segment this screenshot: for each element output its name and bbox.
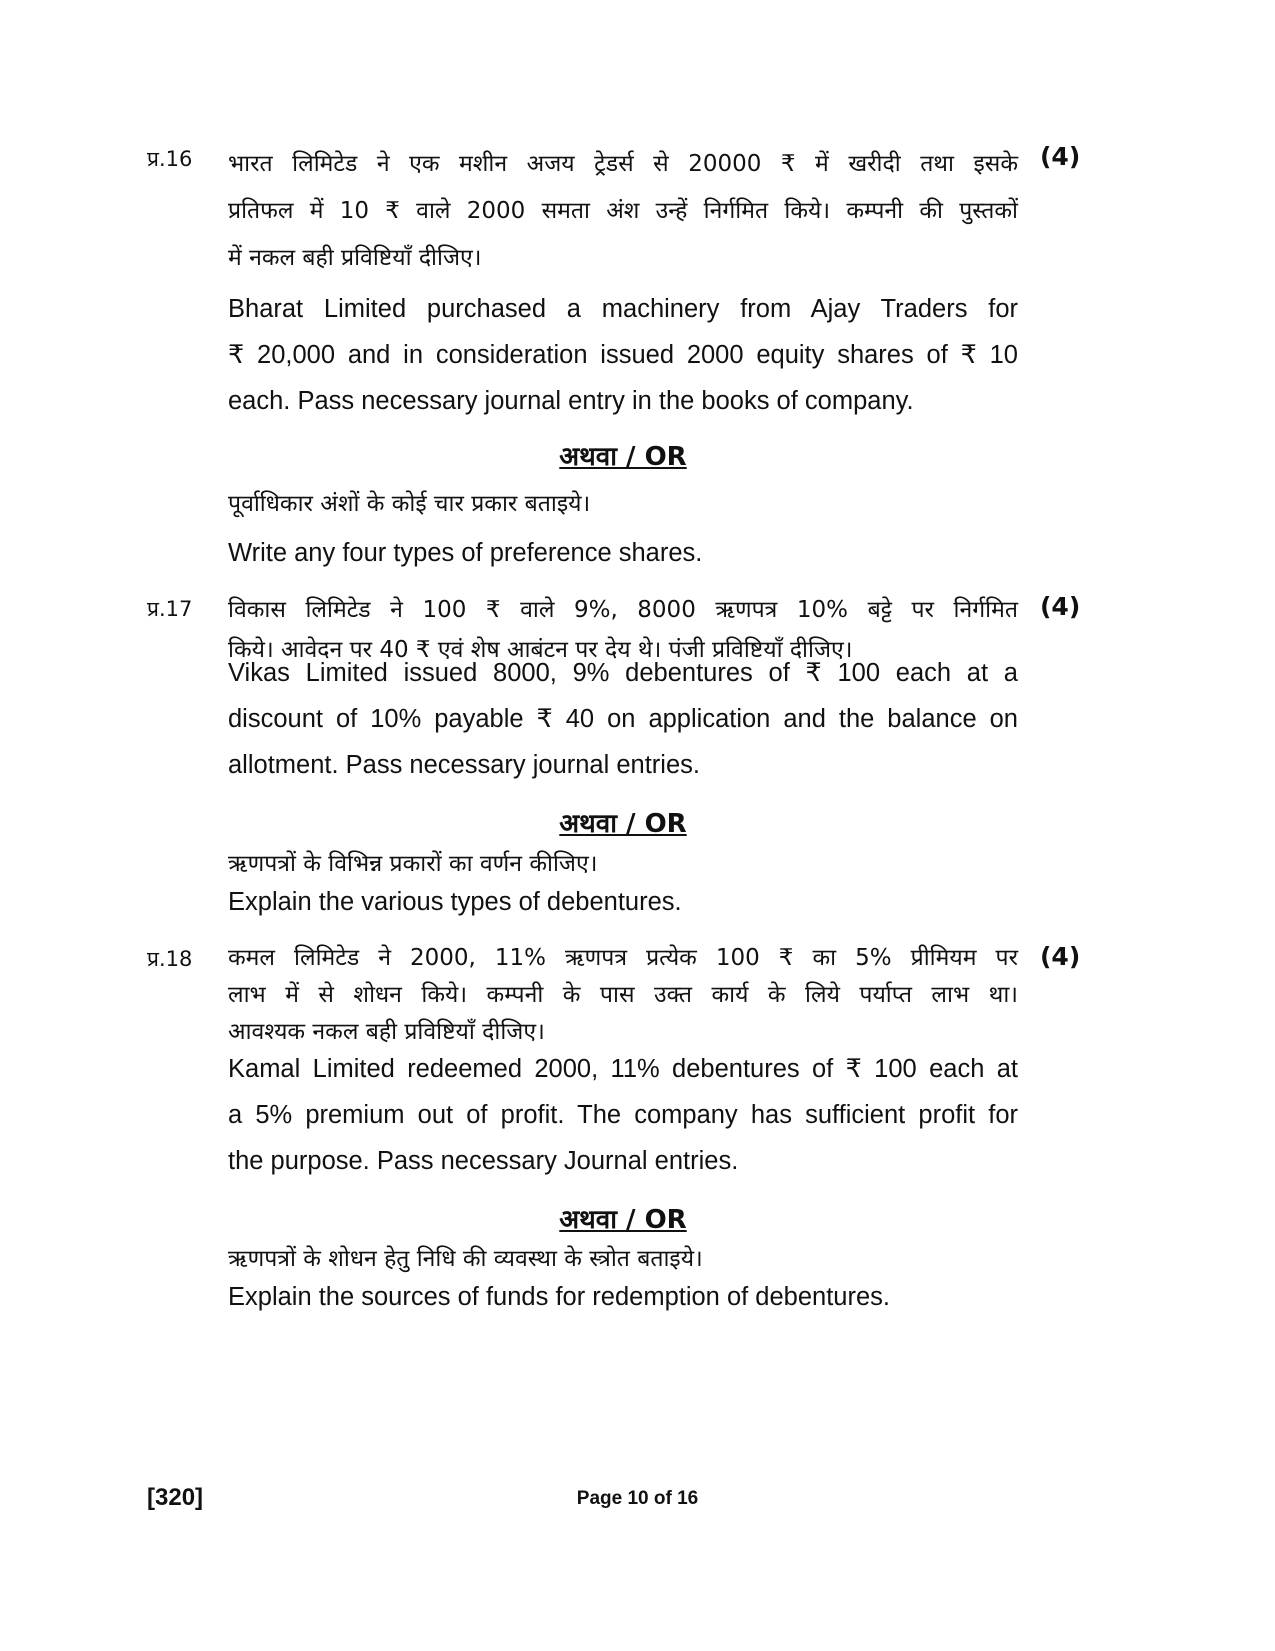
q16-hindi-line-3: में नकल बही प्रविष्टियाँ दीजिए।	[228, 245, 482, 271]
q17-english-line-1: Vikas Limited issued 8000, 9% debentures of ₹ 100 each at a	[228, 659, 1018, 687]
q17-alt-hindi: ऋणपत्रों के विभिन्न प्रकारों का वर्णन कीजिए।	[228, 851, 598, 877]
q17-hindi-line-1: विकास लिमिटेड ने 100 ₹ वाले 9%, 8000 ऋणपत्र 10% बट्टे पर निर्गमित	[228, 597, 1018, 623]
question-number-16: प्र.16	[147, 147, 193, 171]
q16-english-line-1: Bharat Limited purchased a machinery from Ajay Traders for	[228, 295, 1018, 323]
q16-or-heading: अथवा / OR	[559, 442, 687, 472]
q18-english-line-2: a 5% premium out of profit. The company has sufficient profit for	[228, 1101, 1018, 1129]
q16-hindi-line-1: भारत लिमिटेड ने एक मशीन अजय ट्रेडर्स से 20000 ₹ में खरीदी तथा इसके	[228, 151, 1018, 177]
q18-english-text	[228, 1046, 1018, 1184]
q17-alt-english: Explain the various types of debentures.	[228, 888, 682, 916]
marks-q17: (4)	[1040, 592, 1081, 621]
q18-hindi-line-1: कमल लिमिटेड ने 2000, 11% ऋणपत्र प्रत्येक 100 ₹ का 5% प्रीमियम पर	[228, 945, 1018, 971]
q16-alt-hindi: पूर्वाधिकार अंशों के कोई चार प्रकार बताइये।	[228, 491, 591, 517]
q17-english-line-3: allotment. Pass necessary journal entries.	[228, 751, 700, 779]
q18-or-heading: अथवा / OR	[559, 1205, 687, 1235]
question-number-18: प्र.18	[147, 947, 193, 971]
q17-or-heading: अथवा / OR	[559, 809, 687, 839]
q18-english-line-3: the purpose. Pass necessary Journal entries.	[228, 1147, 739, 1175]
q16-english-text	[228, 286, 1018, 424]
q16-hindi-text	[228, 141, 1018, 282]
question-number-17: प्र.17	[147, 597, 193, 621]
page-number: Page 10 of 16	[576, 1488, 699, 1509]
q18-alt-hindi: ऋणपत्रों के शोधन हेतु निधि की व्यवस्था के स्त्रोत बताइये।	[228, 1246, 703, 1272]
q18-alt-english: Explain the sources of funds for redemption of debentures.	[228, 1283, 890, 1311]
marks-q18: (4)	[1040, 942, 1081, 971]
q17-hindi-line-2: किये। आवेदन पर 40 ₹ एवं शेष आबंटन पर देय थे। पंजी प्रविष्टियाँ दीजिए।	[228, 637, 853, 663]
q16-english-line-2: ₹ 20,000 and in consideration issued 2000 equity shares of ₹ 10	[228, 341, 1018, 369]
q18-hindi-line-3: आवश्यक नकल बही प्रविष्टियाँ दीजिए।	[228, 1019, 545, 1045]
marks-q16: (4)	[1040, 142, 1081, 171]
q18-english-line-1: Kamal Limited redeemed 2000, 11% debentures of ₹ 100 each at	[228, 1055, 1018, 1083]
q18-hindi-text	[228, 940, 1018, 1051]
q16-english-line-3: each. Pass necessary journal entry in the books of company.	[228, 387, 914, 415]
q18-hindi-line-2: लाभ में से शोधन किये। कम्पनी के पास उक्त कार्य के लिये पर्याप्त लाभ था।	[228, 982, 1018, 1008]
q17-english-text	[228, 650, 1018, 788]
q16-alt-english: Write any four types of preference shares.	[228, 539, 703, 567]
q16-hindi-line-2: प्रतिफल में 10 ₹ वाले 2000 समता अंश उन्हें निर्गमित किये। कम्पनी की पुस्तकों	[228, 198, 1018, 224]
q17-english-line-2: discount of 10% payable ₹ 40 on application and the balance on	[228, 705, 1018, 733]
paper-code: [320]	[147, 1484, 204, 1511]
